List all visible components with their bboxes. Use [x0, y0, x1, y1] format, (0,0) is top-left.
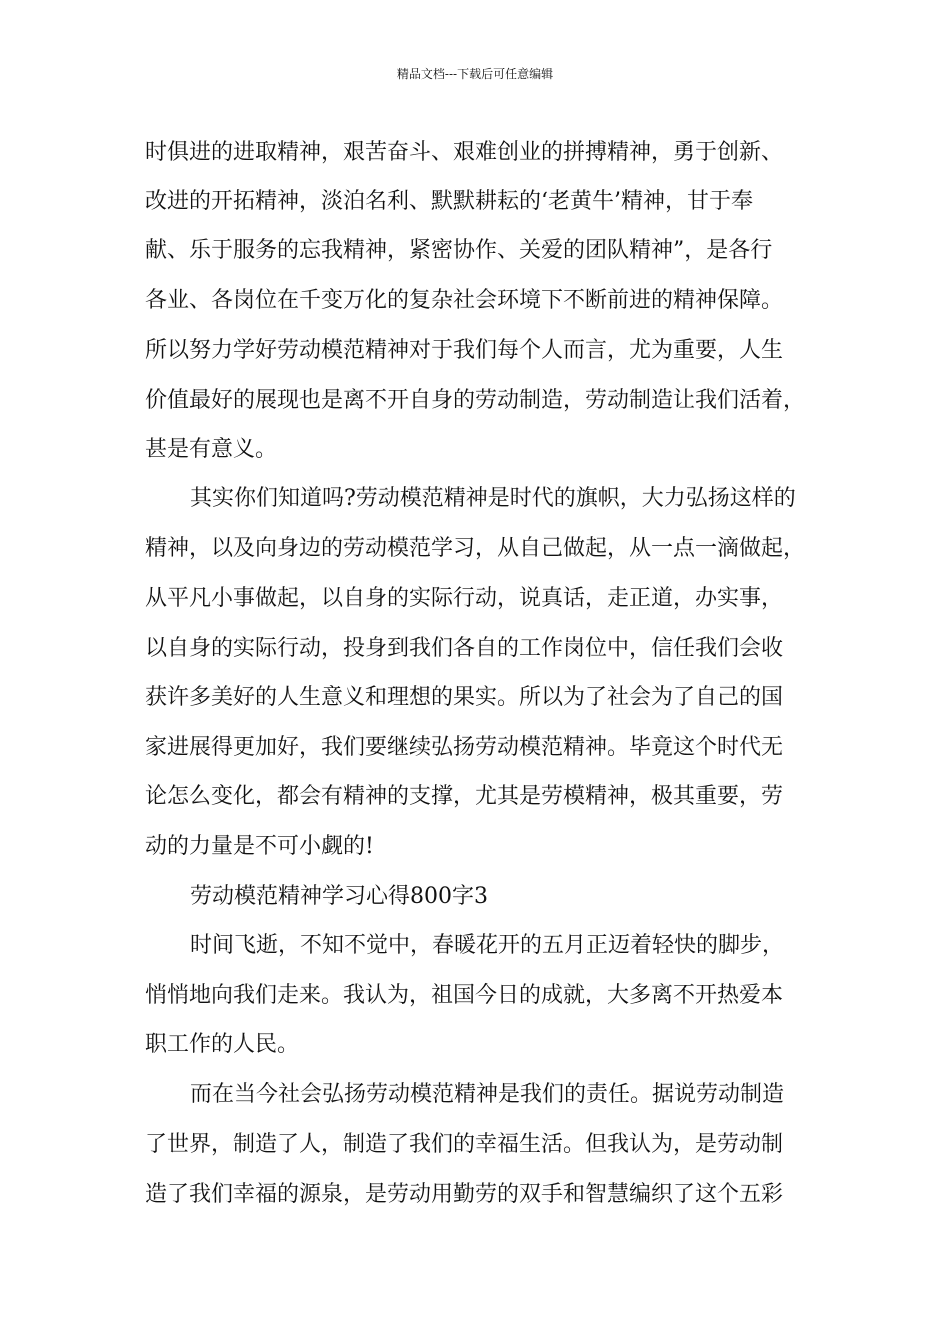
- text-line: 动的力量是不可小觑的!: [145, 834, 374, 859]
- text-line: 家进展得更加好，我们要继续弘扬劳动模范精神。毕竟这个时代无: [145, 735, 784, 760]
- text-line: 时俱进的进取精神，艰苦奋斗、艰难创业的拼搏精神，勇于创新、: [145, 140, 784, 165]
- text-line: 获许多美好的人生意义和理想的果实。所以为了社会为了自己的国: [145, 685, 784, 710]
- text-line: 甚是有意义。: [145, 437, 278, 462]
- text-line: 以自身的实际行动，投身到我们各自的工作岗位中，信任我们会收: [145, 636, 784, 661]
- paragraph-first-line: 而在当今社会弘扬劳动模范精神是我们的责任。据说劳动制造: [190, 1082, 785, 1107]
- text-line: 职工作的人民。: [145, 1032, 300, 1057]
- text-line: 造了我们幸福的源泉，是劳动用勤劳的双手和智慧编织了这个五彩: [145, 1182, 784, 1207]
- section-heading: 劳动模范精神学习心得800字3: [190, 884, 488, 909]
- text-line: 了世界，制造了人，制造了我们的幸福生活。但我认为，是劳动制: [145, 1132, 784, 1157]
- text-line: 精神，以及向身边的劳动模范学习，从自己做起，从一点一滴做起，: [145, 536, 806, 561]
- page-header: 精品文档---下载后可任意编辑: [396, 67, 554, 81]
- text-line: 价值最好的展现也是离不开自身的劳动制造，劳动制造让我们活着，: [145, 388, 806, 413]
- text-line: 论怎么变化，都会有精神的支撑，尤其是劳模精神，极其重要，劳: [145, 784, 784, 809]
- paragraph-first-line: 时间飞逝，不知不觉中，春暖花开的五月正迈着轻快的脚步，: [190, 933, 785, 958]
- text-line: 所以努力学好劳动模范精神对于我们每个人而言，尤为重要，人生: [145, 338, 784, 363]
- text-line: 悄悄地向我们走来。我认为，祖国今日的成就，大多离不开热爱本: [145, 983, 784, 1008]
- text-line: 献、乐于服务的忘我精神，紧密协作、关爱的团队精神”，是各行: [145, 238, 773, 263]
- text-line: 从平凡小事做起，以自身的实际行动，说真话，走正道，办实事，: [145, 586, 784, 611]
- text-line: 改进的开拓精神，淡泊名利、默默耕耘的‘老黄牛’精神，甘于奉: [145, 189, 753, 214]
- text-line: 各业、各岗位在千变万化的复杂社会环境下不断前进的精神保障。: [145, 288, 784, 313]
- paragraph-first-line: 其实你们知道吗?劳动模范精神是时代的旗帜，大力弘扬这样的: [190, 486, 796, 511]
